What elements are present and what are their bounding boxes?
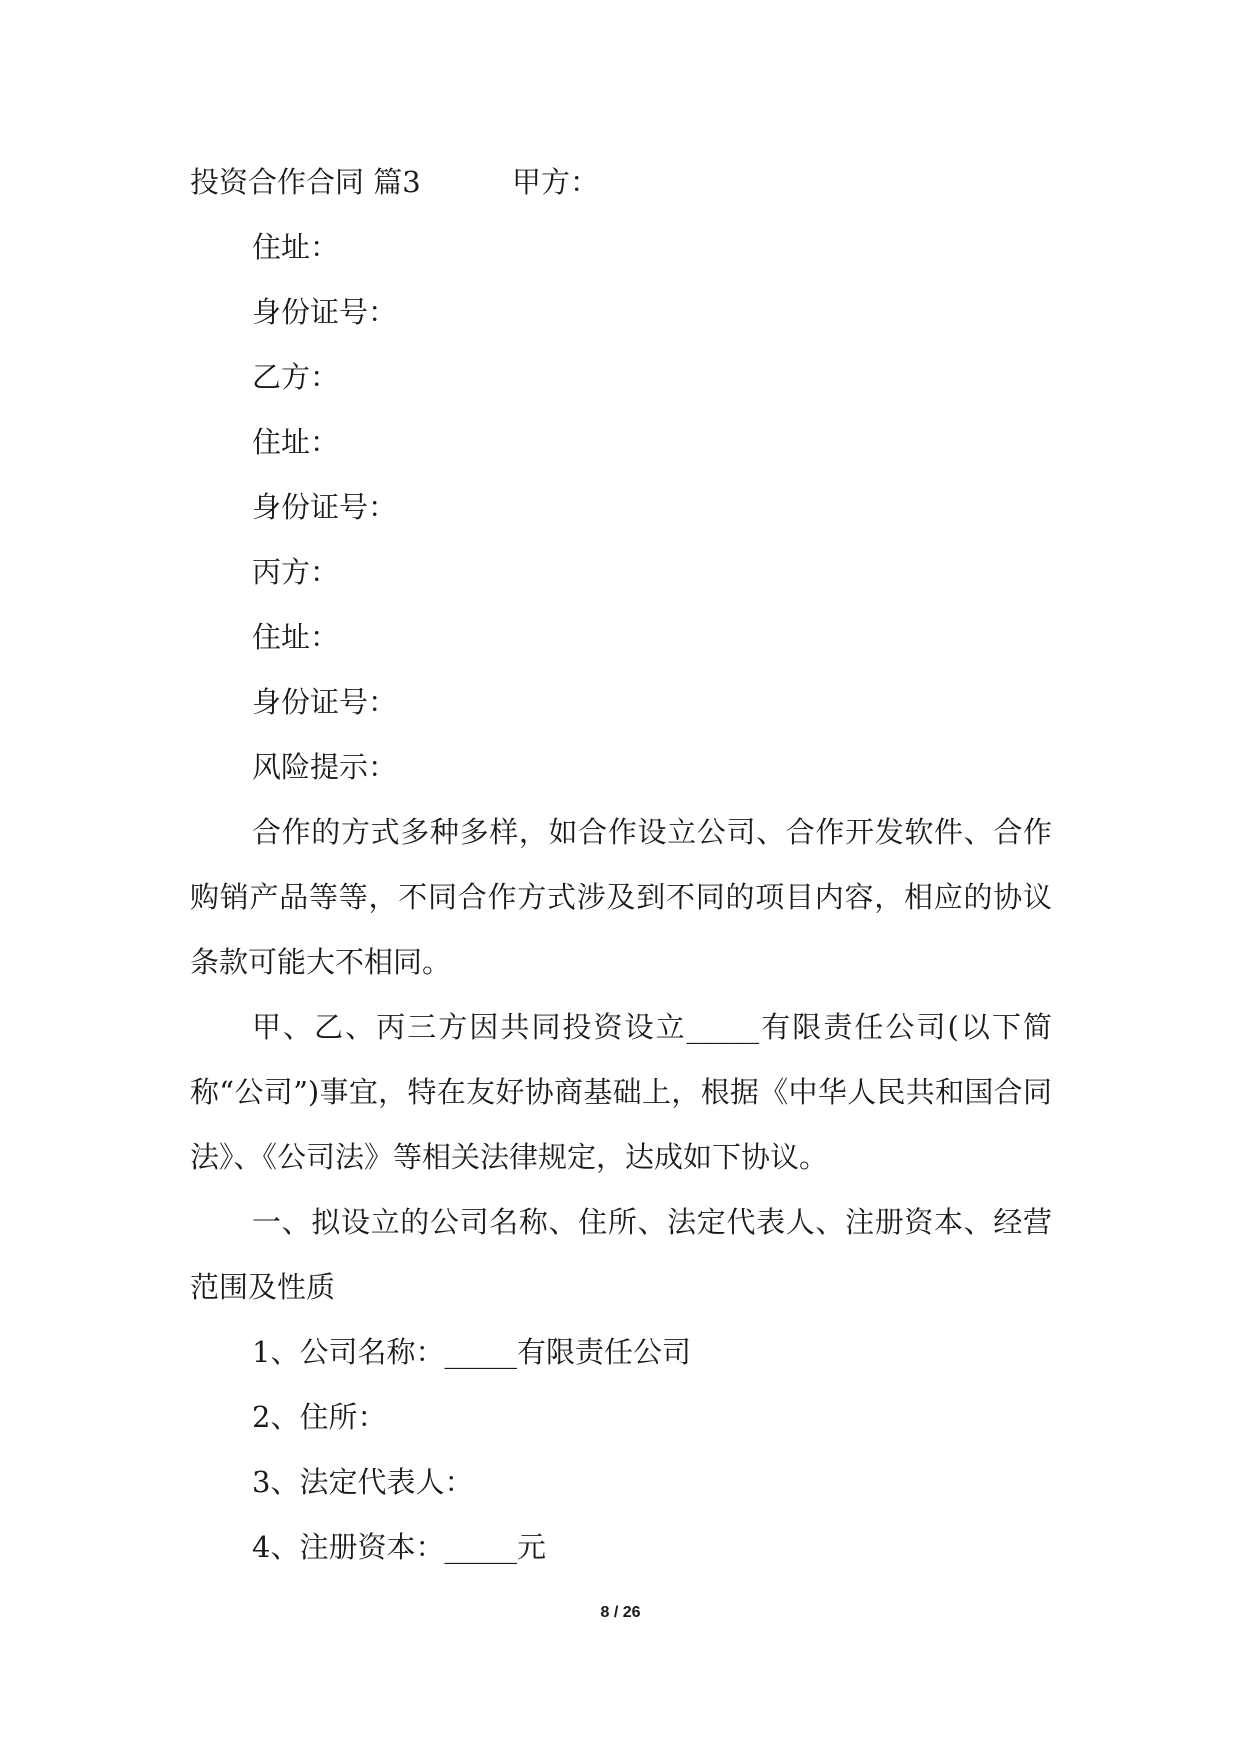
party-line-address-c: 住址： (252, 620, 340, 654)
party-line-id-c: 身份证号： (252, 685, 398, 719)
item-legal-representative: 3、法定代表人： (252, 1465, 474, 1499)
party-line-id-a: 身份证号： (252, 295, 398, 329)
party-c-label: 丙方： (252, 555, 340, 589)
title-row (190, 150, 1052, 215)
paragraph-agreement-preamble: 甲、乙、丙三方因共同投资设立_____有限责任公司(以下简称“公司”)事宜，特在友好协商基础上，根据《中华人民共和国合同法》、《公司法》等相关法律规定，达成如下协议。 (190, 1010, 1052, 1174)
party-line-address-a: 住址： (252, 230, 340, 264)
document-title: 投资合作合同 篇3 (190, 165, 421, 199)
risk-notice-heading: 风险提示： (252, 750, 398, 784)
item-company-name: 1、公司名称：_____有限责任公司 (252, 1335, 691, 1369)
page-number: 8 / 26 (600, 1604, 641, 1621)
party-line-address-b: 住址： (252, 425, 340, 459)
party-line-id-b: 身份证号： (252, 490, 398, 524)
item-residence: 2、住所： (252, 1400, 387, 1434)
party-b-label: 乙方： (252, 360, 340, 394)
paragraph-cooperation-methods: 合作的方式多种多样，如合作设立公司、合作开发软件、合作购销产品等等，不同合作方式涉及到不同的项目内容，相应的协议条款可能大不相同。 (190, 815, 1052, 979)
section-heading-company-info: 一、拟设立的公司名称、住所、法定代表人、注册资本、经营范围及性质 (190, 1205, 1052, 1304)
document-body (190, 150, 1052, 1580)
party-a-label: 甲方： (512, 165, 600, 199)
item-registered-capital: 4、注册资本：_____元 (252, 1530, 546, 1564)
